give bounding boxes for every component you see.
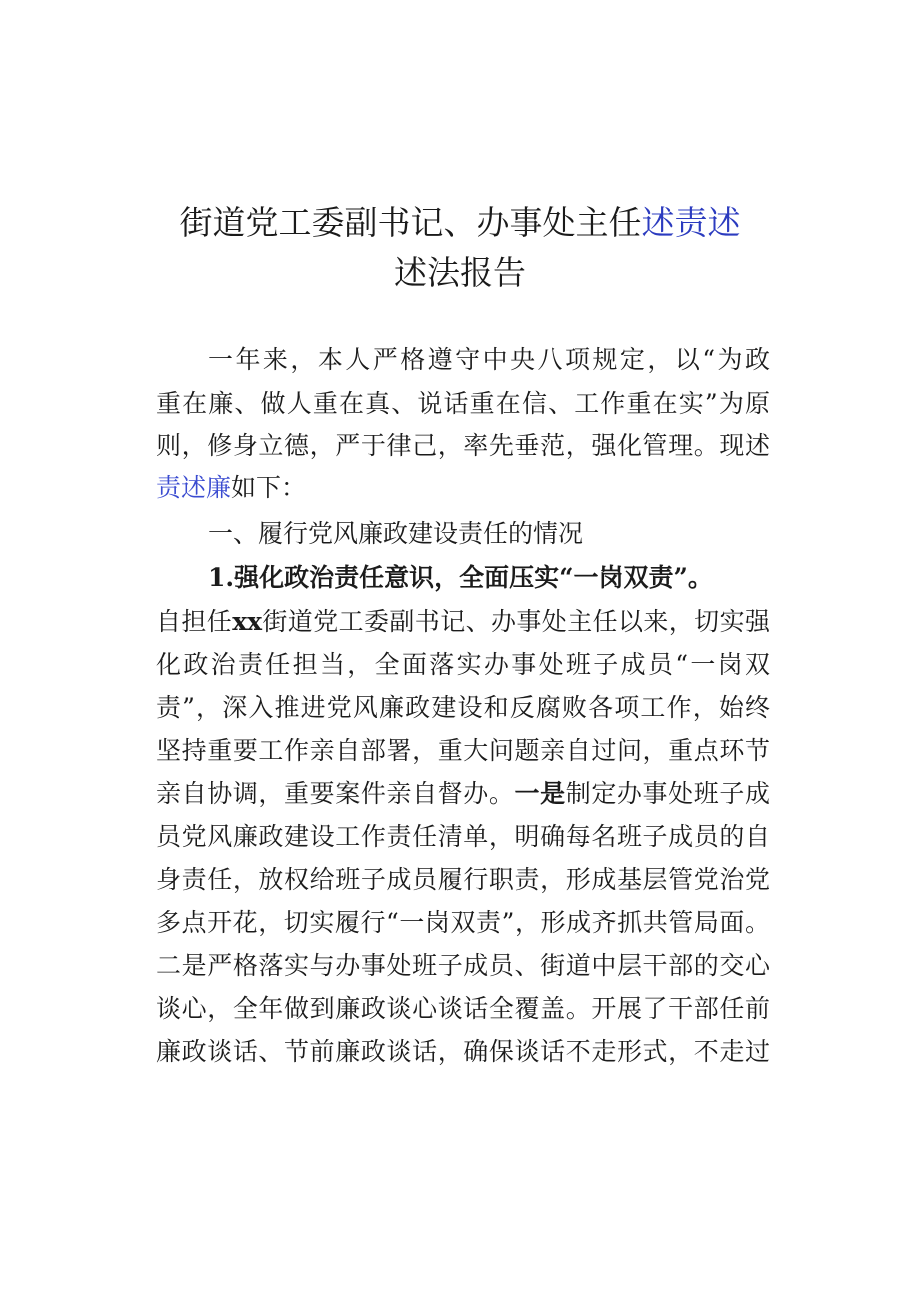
- title-highlight-text: 述责述: [641, 203, 741, 242]
- placeholder-text: xx: [232, 607, 263, 636]
- paragraph-line-9: 二是严格落实与办事处班子成员、街道中层干部的交心: [156, 951, 770, 980]
- paragraph-line-7: 身责任，放权给班子成员履行职责，形成基层管党治党: [156, 865, 770, 894]
- intro-line-4-rest: 如下：: [231, 473, 307, 502]
- paragraph-line-2: 化政治责任担当，全面落实办事处班子成员“一岗双: [156, 650, 770, 679]
- emphasis-text: 一是: [514, 779, 566, 808]
- intro-line-3: 则，修身立德，严于律己，率先垂范，强化管理。现述: [156, 431, 770, 460]
- paragraph-text: 自担任: [156, 607, 233, 636]
- intro-line-4: [156, 466, 770, 510]
- paragraph-line-6: 员党风廉政建设工作责任清单，明确每名班子成员的自: [156, 822, 770, 851]
- document-title-line1: [150, 196, 770, 250]
- paragraph-line-5: [156, 772, 770, 816]
- title-main-text: 街道党工委副书记、办事处主任: [179, 203, 642, 242]
- paragraph-text: 亲自协调，重要案件亲自督办。: [156, 779, 515, 808]
- paragraph-text: 制定办事处班子成: [565, 779, 770, 808]
- intro-highlight-text: 责述廉: [156, 473, 232, 502]
- intro-line-2: 重在廉、做人重在真、说话重在信、工作重在实”为原: [156, 389, 770, 418]
- intro-line-1: 一年来，本人严格遵守中央八项规定，以“为政: [208, 345, 770, 374]
- paragraph-line-4: 坚持重要工作亲自部署，重大问题亲自过问，重点环节: [156, 736, 770, 765]
- document-title-line2: 述法报告: [394, 253, 526, 292]
- paragraph-text: 街道党工委副书记、办事处主任以来，切实强: [262, 607, 770, 636]
- paragraph-line-3: 责”，深入推进党风廉政建设和反腐败各项工作，始终: [156, 693, 770, 722]
- paragraph-line-1: [156, 600, 770, 644]
- paragraph-line-11: 廉政谈话、节前廉政谈话，确保谈话不走形式，不走过: [156, 1037, 770, 1066]
- paragraph-line-10: 谈心，全年做到廉政谈心谈话全覆盖。开展了干部任前: [156, 994, 770, 1023]
- section-heading: 一、履行党风廉政建设责任的情况: [208, 519, 584, 548]
- subsection-heading: 1.强化政治责任意识，全面压实“一岗双责”。: [208, 563, 713, 592]
- paragraph-line-8: 多点开花，切实履行“一岗双责”，形成齐抓共管局面。: [156, 908, 770, 937]
